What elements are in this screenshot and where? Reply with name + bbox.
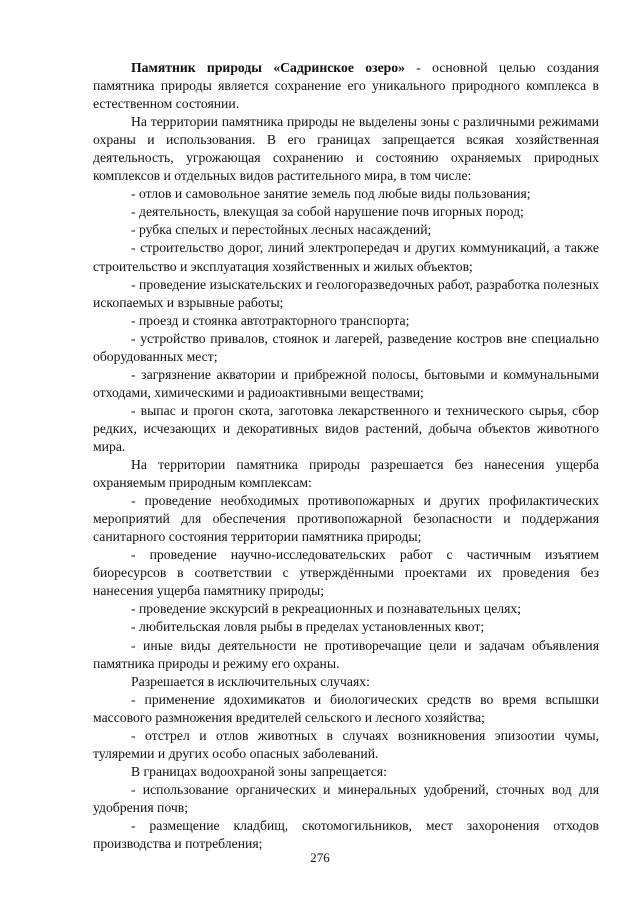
list-item: - деятельность, влекущая за собой нарушение почв игорных пород; — [131, 204, 524, 220]
intro-paragraph — [93, 59, 599, 113]
page-number: 276 — [310, 850, 330, 865]
list-item: - использование органических и минеральных удобрений, сточных вод для удобрения почв; — [93, 781, 599, 815]
list-item: - загрязнение акватории и прибрежной полосы, бытовыми и коммунальными отходами, химическими и радиоактивными веществами; — [93, 366, 599, 400]
body-text — [93, 59, 599, 853]
list-item: - проведение экскурсий в рекреационных и познавательных целях; — [131, 601, 522, 617]
document-title: Памятник природы «Садринское озеро» — [131, 60, 405, 75]
list-item: - размещение кладбищ, скотомогильников, мест захоронения отходов производства и потребления; — [93, 817, 599, 852]
list-item: - проведение изыскательских и геологоразведочных работ, разработка полезных ископаемых и взрывные работы; — [93, 276, 599, 310]
list-item: - рубка спелых и перестойных лесных насаждений; — [131, 222, 432, 238]
list-item: - любительская ловля рыбы в пределах установленных квот; — [131, 619, 485, 635]
exceptional-paragraph: Разрешается в исключительных случаях: — [131, 673, 370, 689]
list-item: - проведение необходимых противопожарных и других профилактических мероприятий для обеспечения противопожарной безопасности и поддержания санитарного состояния территории памятника природы; — [93, 493, 599, 545]
list-item: - проезд и стоянка автотракторного транспорта; — [131, 312, 410, 328]
allowed-paragraph: На территории памятника природы разрешается без нанесения ущерба охраняемым природным комплексам: — [93, 457, 599, 491]
intro-text: - основной целью создания памятника природы является сохранение его уникального природного комплекса в естественном состоянии. — [93, 60, 599, 112]
list-item: - применение ядохимикатов и биологических средств во время вспышки массового размножения вредителей сельского и лесного хозяйства; — [93, 691, 599, 725]
list-item: - строительство дорог, линий электропередач и других коммуникаций, а также строительство и эксплуатация хозяйственных и жилых объектов; — [93, 240, 599, 274]
list-item: - проведение научно-исследовательских работ с частичным изъятием биоресурсов в соответствии с утверждёнными проектами их проведения без нанесения ущерба памятнику природы; — [93, 547, 599, 599]
list-item: - иные виды деятельности не противоречащие цели и задачам объявления памятника природы и режиму его охраны. — [93, 637, 599, 671]
water-zone-paragraph: В границах водоохраной зоны запрещается: — [131, 763, 387, 779]
list-item: - отстрел и отлов животных в случаях возникновения эпизоотии чумы, туляремии и других особо опасных заболеваний. — [93, 727, 599, 761]
prohibited-paragraph: На территории памятника природы не выделены зоны с различными режимами охраны и использования. В его границах запрещается всякая хозяйственная деятельность, угрожающая сохранению и состоянию охраняемых природных комплексов и отдельных видов растительного мира, в том числе: — [93, 114, 599, 184]
list-item: - отлов и самовольное занятие земель под любые виды пользования; — [131, 186, 531, 202]
list-item: - выпас и прогон скота, заготовка лекарственного и технического сырья, сбор редких, исчезающих и декоративных видов растений, добыча объектов животного мира. — [93, 402, 599, 454]
list-item: - устройство привалов, стоянок и лагерей, разведение костров вне специально оборудованных мест; — [93, 330, 599, 364]
